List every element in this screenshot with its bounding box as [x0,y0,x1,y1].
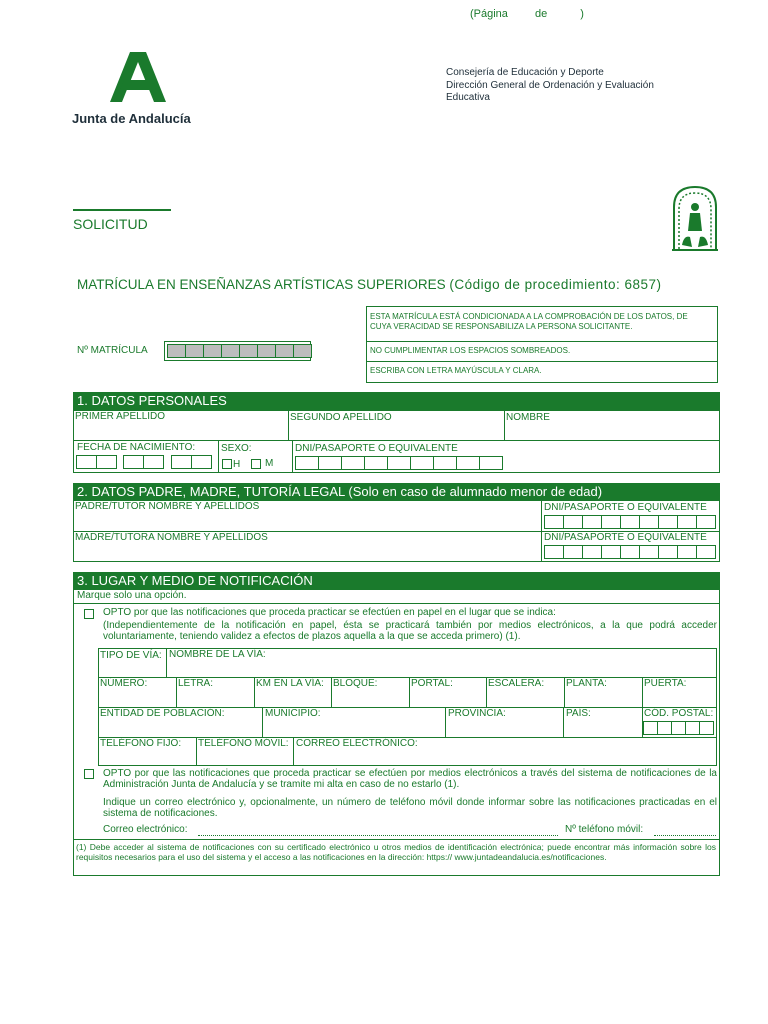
junta-logo [72,50,212,125]
escalera-label: ESCALERA: [488,678,545,689]
padre-dni-label: DNI/PASAPORTE O EQUIVALENTE [544,502,707,513]
addr-col-divider [564,677,565,707]
s1-row-divider [73,440,720,441]
fecha-anio-cells[interactable] [171,455,211,469]
marque-label: Marque solo una opción. [77,590,187,601]
sexo-m-label: M [265,458,274,469]
pais-label: PAÍS: [566,708,591,719]
tel-fijo-label: TELÉFONO FIJO: [100,738,182,749]
cp-label: CÓD. POSTAL: [644,708,714,719]
s3-divider [73,603,720,604]
addr-col-divider [486,677,487,707]
dni-cells[interactable] [295,456,502,470]
opt-electronica-checkbox[interactable] [84,769,94,779]
entidad-label: ENTIDAD DE POBLACIÓN: [100,708,225,719]
addr-col-divider [254,677,255,707]
andalucia-a-icon [72,50,212,106]
note-sombreados: NO CUMPLIMENTAR LOS ESPACIOS SOMBREADOS. [370,346,571,355]
correo-label: Correo electrónico: [103,824,188,835]
planta-label: PLANTA: [566,678,607,689]
provincia-label: PROVINCIA: [448,708,506,719]
form-title: MATRÍCULA EN ENSEÑANZAS ARTÍSTICAS SUPERIORES (Código de procedimiento: 6857) [77,277,662,292]
addr-col-divider [642,677,643,707]
portal-label: PORTAL: [411,678,453,689]
fecha-mes-cells[interactable] [123,455,163,469]
madre-dni-label: DNI/PASAPORTE O EQUIVALENTE [544,532,707,543]
padre-dni-cells[interactable] [544,515,715,529]
section2-header: 2. DATOS PADRE, MADRE, TUTORÍA LEGAL (Solo en caso de alumnado menor de edad) [73,483,720,501]
opt-papel-note: (Independientemente de la notificación en papel, ésta se practicará también por medios electrónicos, a la que podrá acceder voluntariamente, teniendo validez a efectos de plazos aquella a la que se acceda primero) (1). [103,620,717,642]
numero-label: NÚMERO: [100,678,148,689]
matricula-cells [167,344,311,358]
correo-electronico-label: CORREO ELECTRÓNICO: [296,738,418,749]
km-label: KM EN LA VÍA: [256,678,324,689]
letra-label: LETRA: [178,678,214,689]
movil-label: Nº teléfono móvil: [565,824,644,835]
andalucia-seal-icon [670,185,720,253]
bloque-label: BLOQUE: [333,678,378,689]
department-block: Consejería de Educación y Deporte Dirección General de Ordenación y Evaluación Educativa [446,67,654,103]
s1-col-divider [218,440,219,473]
s1-col-divider [292,440,293,473]
tipo-via-label: TIPO DE VÍA: [100,650,162,661]
sexo-h-checkbox[interactable] [222,459,232,469]
madre-dni-cells[interactable] [544,545,715,559]
sexo-h-label: H [233,459,241,470]
notes-divider [366,341,718,342]
addr-col-divider [176,677,177,707]
note-condicionada: ESTA MATRÍCULA ESTÁ CONDICIONADA A LA COMPROBACIÓN DE LOS DATOS, DE CUYA VERACIDAD SE RESPONSABILIZA LA PERSONA SOLICITANTE. [370,312,688,331]
addr-col-divider [293,737,294,766]
nombre-label: NOMBRE [506,412,550,423]
indique-label: Indique un correo electrónico y, opcionalmente, un número de teléfono móvil donde informar sobre las notificaciones practicadas en el sistema de notificaciones. [103,797,717,819]
sexo-m-checkbox[interactable] [251,459,261,469]
addr-col-divider [445,707,446,737]
madre-label: MADRE/TUTORA NOMBRE Y APELLIDOS [75,532,268,543]
primer-apellido-label: PRIMER APELLIDO [75,411,166,422]
fecha-nacimiento-label: FECHA DE NACIMIENTO: [77,442,196,453]
s3-footnote-divider [73,839,720,840]
opt-electronica-label: OPTO por que las notificaciones que proceda practicar se efectúen por medios electrónicos a través del sistema de notificaciones de la Administración Junta de Andalucía y se tramite mi alta en caso de no estarlo (1). [103,768,717,790]
footnote: (1) Debe acceder al sistema de notificaciones con su certificado electrónico u otros medios de identificación electrónica; puede encontrar más información sobre los requisitos necesarios para el uso del sistema y el acceso a las notificaciones en la dirección: https:// www.juntadeandalucia.es/notificaciones. [76,842,716,862]
puerta-label: PUERTA: [644,678,687,689]
municipio-label: MUNICIPIO: [265,708,321,719]
addr-col-divider [262,707,263,737]
s2-col-divider [541,500,542,562]
section3-header: 3. LUGAR Y MEDIO DE NOTIFICACIÓN [73,572,720,590]
addr-col-divider [331,677,332,707]
opt-papel-checkbox[interactable] [84,609,94,619]
segundo-apellido-label: SEGUNDO APELLIDO [290,412,392,423]
sexo-label: SEXO: [221,443,252,454]
addr-col-divider [409,677,410,707]
fecha-dia-cells[interactable] [76,455,116,469]
page-number: (Página de ) [470,8,584,20]
section1-header: 1. DATOS PERSONALES [73,392,720,410]
padre-label: PADRE/TUTOR NOMBRE Y APELLIDOS [75,501,260,512]
movil-input-line[interactable] [654,835,716,836]
notes-divider [366,361,718,362]
addr-col-divider [166,648,167,677]
logo-text: Junta de Andalucía [72,111,191,126]
title-rule [73,209,171,211]
note-mayuscula: ESCRIBA CON LETRA MAYÚSCULA Y CLARA. [370,366,542,375]
addr-col-divider [196,737,197,766]
matricula-label: Nº MATRÍCULA [77,345,148,356]
cp-cells[interactable] [643,721,713,735]
addr-col-divider [563,707,564,737]
opt-papel-label: OPTO por que las notificaciones que proceda practicar se efectúen en papel en el lugar que se indica: [103,607,556,618]
s1-col-divider [288,410,289,440]
dni-label: DNI/PASAPORTE O EQUIVALENTE [295,443,458,454]
solicitud-title: SOLICITUD [73,216,148,232]
tel-movil-label: TELÉFONO MÓVIL: [198,738,289,749]
correo-input-line[interactable] [198,835,558,836]
s1-col-divider [504,410,505,440]
nombre-via-label: NOMBRE DE LA VÍA: [169,649,266,660]
